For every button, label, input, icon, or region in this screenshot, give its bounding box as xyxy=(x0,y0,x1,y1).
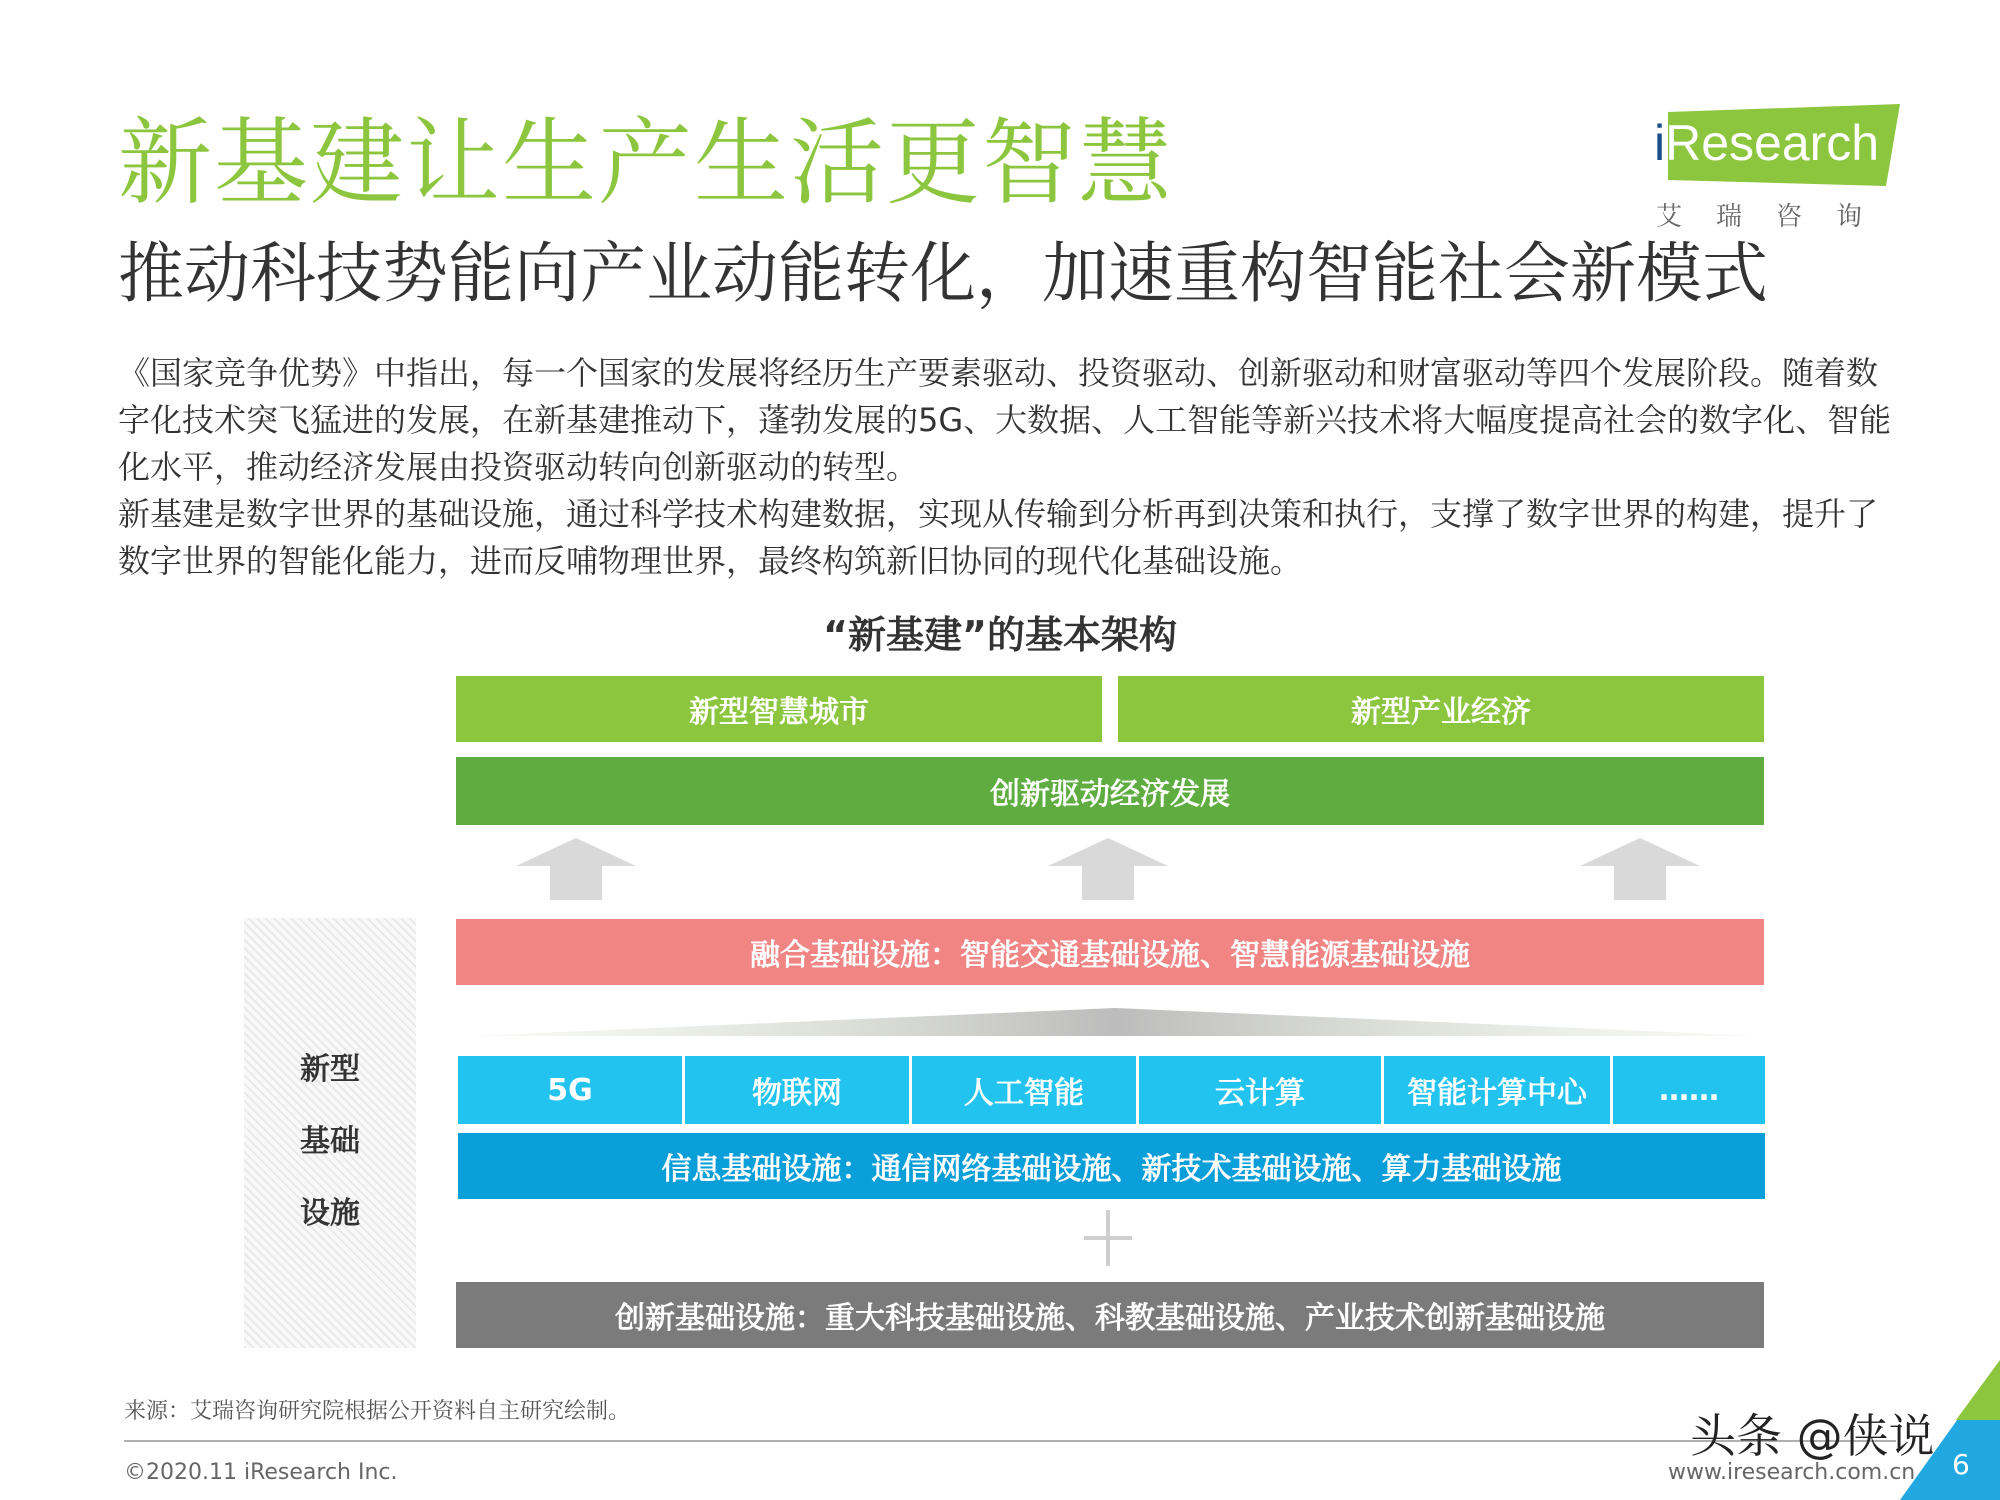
page-title: 新基建让生产生活更智慧 xyxy=(118,109,1175,218)
copyright-text: ©2020.11 iResearch Inc. xyxy=(124,1460,398,1485)
tech-cell-computing-center: 智能计算中心 xyxy=(1384,1056,1610,1124)
side-label-line-3: 设施 xyxy=(300,1196,360,1231)
body-paragraph-2: 新基建是数字世界的基础设施，通过科学技术构建数据，实现从传输到分析再到决策和执行，支撑了数字世界的构建，提升了数字世界的智能化能力，进而反哺物理世界，最终构筑新旧协同的现代化基础设施。 xyxy=(118,495,1879,580)
connector-shadow xyxy=(470,1004,1760,1040)
tech-cell-cloud: 云计算 xyxy=(1139,1056,1381,1124)
logo-name: Research xyxy=(1665,115,1880,171)
iresearch-logo xyxy=(1650,104,1900,230)
tech-cell-ai: 人工智能 xyxy=(912,1056,1136,1124)
side-label-line-2: 基础 xyxy=(300,1124,360,1159)
tech-cell-5g: 5G xyxy=(458,1056,682,1124)
source-note: 来源：艾瑞咨询研究院根据公开资料自主研究绘制。 xyxy=(124,1399,631,1424)
page-subtitle: 推动科技势能向产业动能转化，加速重构智能社会新模式 xyxy=(118,235,1768,312)
smart-city-box: 新型智慧城市 xyxy=(456,676,1102,742)
tech-cell-more: …… xyxy=(1613,1056,1765,1124)
industry-economy-box: 新型产业经济 xyxy=(1118,676,1764,742)
tech-cell-iot: 物联网 xyxy=(685,1056,909,1124)
footer-divider xyxy=(124,1440,1896,1442)
up-arrow-icon xyxy=(516,838,636,900)
new-infrastructure-side-panel xyxy=(244,918,416,1348)
logo-chinese-name: 艾瑞咨询 xyxy=(1656,202,1897,232)
page-number: 6 xyxy=(1952,1448,1970,1481)
diagram-title: “新基建”的基本架构 xyxy=(823,613,1177,657)
fusion-infrastructure-box: 融合基础设施：智能交通基础设施、智慧能源基础设施 xyxy=(456,919,1764,985)
watermark-text: 头条 @侠说 xyxy=(1690,1409,1935,1463)
logo-i-letter: i xyxy=(1654,115,1666,171)
plus-icon xyxy=(1084,1210,1132,1266)
body-text xyxy=(118,350,1898,585)
up-arrow-icon xyxy=(1580,838,1700,900)
logo-wordmark xyxy=(1654,115,1880,171)
side-label-line-1: 新型 xyxy=(300,1052,360,1087)
innovation-driven-economy-box: 创新驱动经济发展 xyxy=(456,757,1764,825)
website-url: www.iresearch.com.cn xyxy=(1668,1460,1916,1485)
innovation-infrastructure-box: 创新基础设施：重大科技基础设施、科教基础设施、产业技术创新基础设施 xyxy=(456,1282,1764,1348)
body-paragraph-1: 《国家竞争优势》中指出，每一个国家的发展将经历生产要素驱动、投资驱动、创新驱动和财富驱动等四个发展阶段。随着数字化技术突飞猛进的发展，在新基建推动下，蓬勃发展的5G、大数据、人工智能等新兴技术将大幅度提高社会的数字化、智能化水平，推动经济发展由投资驱动转向创新驱动的转型。 xyxy=(118,354,1892,486)
corner-triangle-decoration xyxy=(1900,1360,2000,1500)
up-arrow-icon xyxy=(1048,838,1168,900)
information-infrastructure-box: 信息基础设施：通信网络基础设施、新技术基础设施、算力基础设施 xyxy=(458,1133,1765,1199)
